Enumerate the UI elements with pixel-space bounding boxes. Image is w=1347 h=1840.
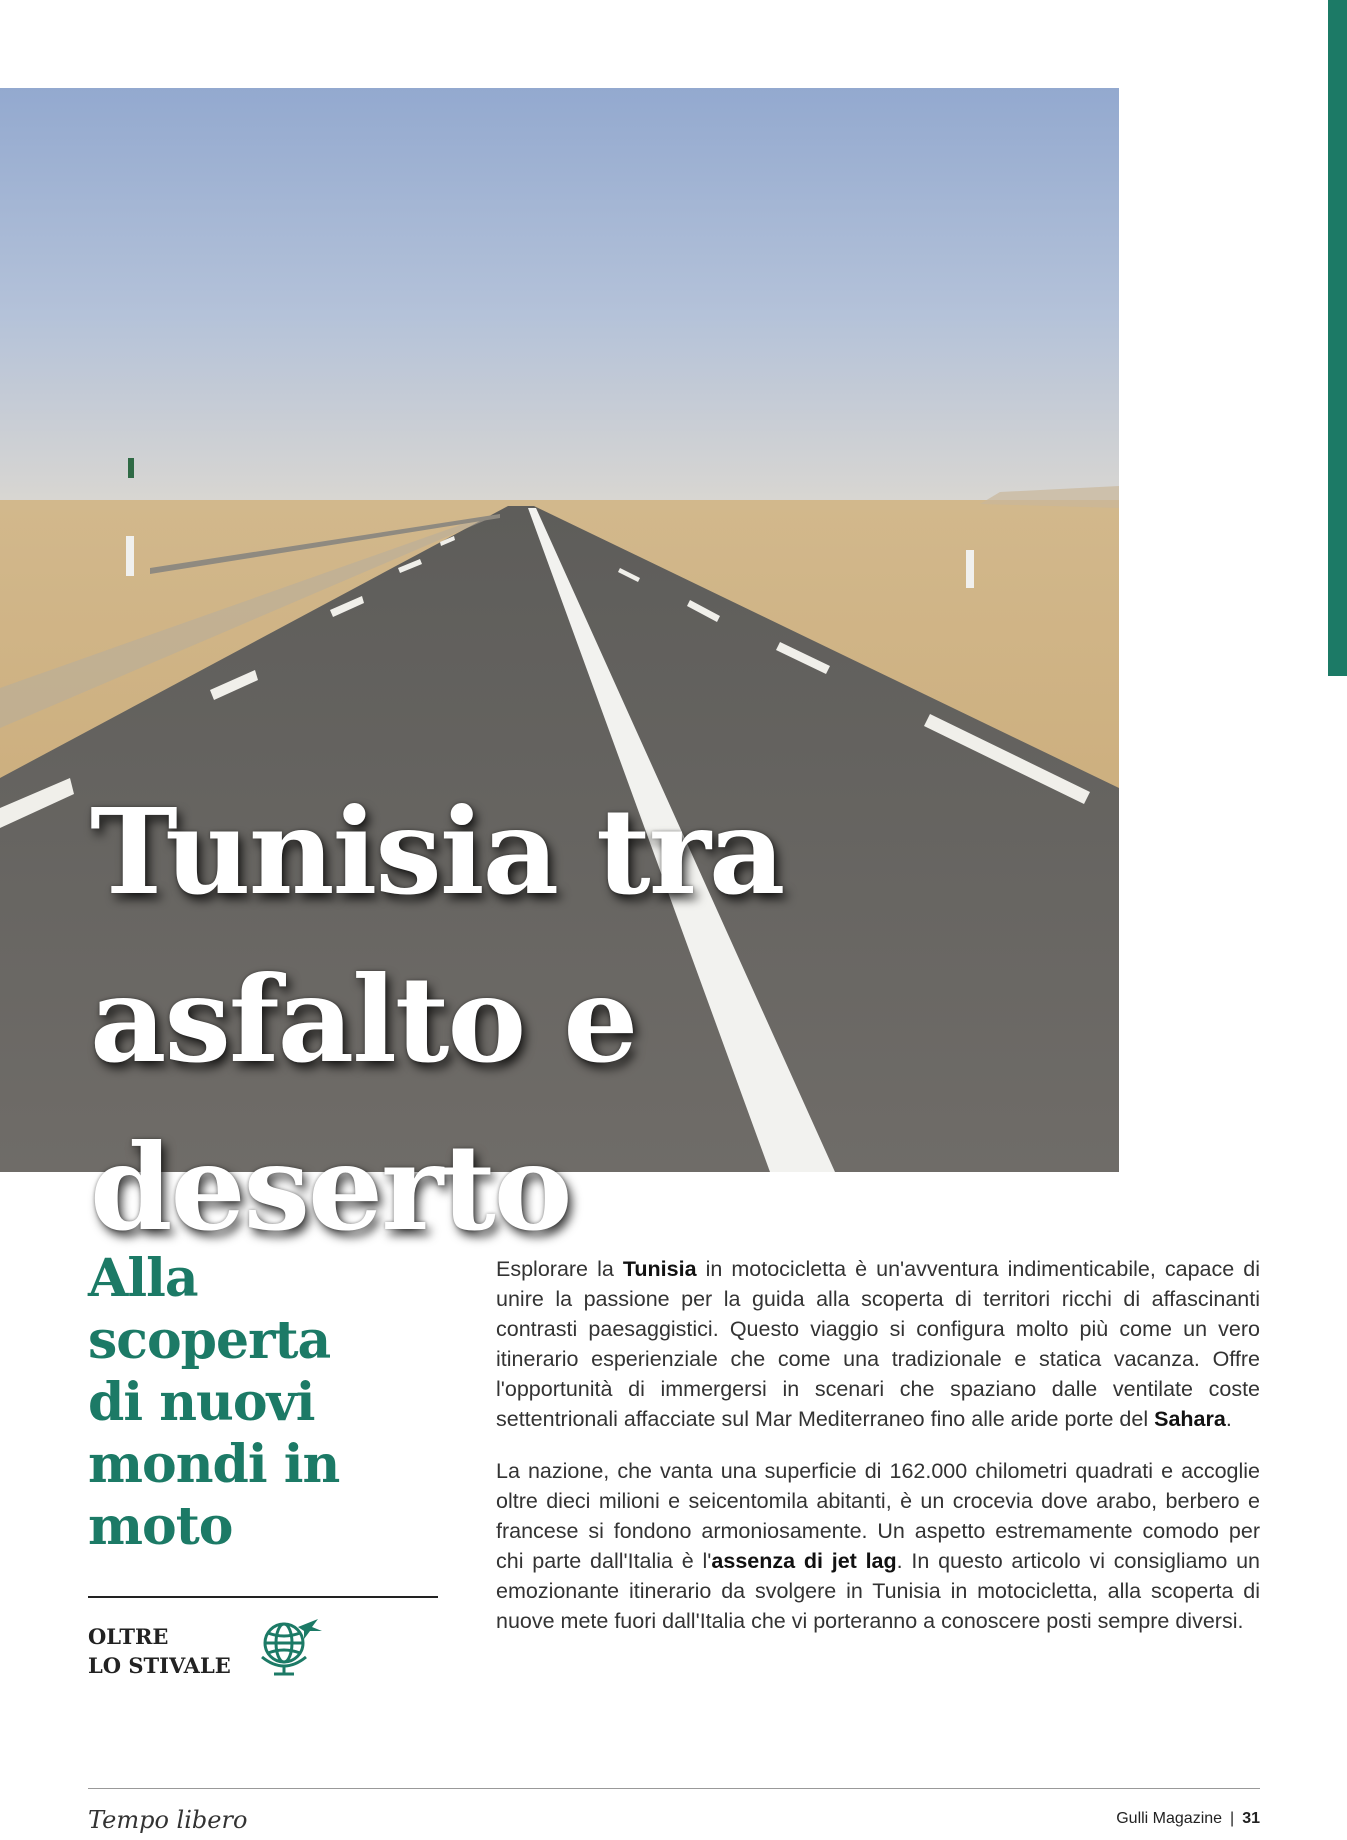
text-run: in motocicletta è un'avventura indimenticabile, capace di unire la passione per la guida alla scoperta di territori ricchi di affascinanti contrasti paesaggistici. Questo viaggio si configura molto più come un vero itinerario esperienziale che come una tradizionale e statica vacanza. Offre l'opportunità di immergersi in scenari che spaziano dalle ventilate coste settentrionali affacciate sul Mar Mediterraneo fino alle aride porte del bbox=[496, 1257, 1260, 1431]
section-label-line: LO STIVALE bbox=[88, 1653, 231, 1678]
title-line: Tunisia tra bbox=[90, 782, 784, 921]
article-subtitle bbox=[88, 1248, 339, 1558]
subtitle-line: Alla bbox=[88, 1248, 198, 1309]
article-body bbox=[496, 1254, 1260, 1658]
text-run: Esplorare la bbox=[496, 1257, 623, 1281]
section-label bbox=[88, 1622, 231, 1680]
magazine-name: Gulli Magazine bbox=[1116, 1810, 1223, 1827]
section-color-tab bbox=[1328, 0, 1347, 676]
footer-separator: | bbox=[1230, 1810, 1235, 1827]
text-run: La nazione, che vanta una superficie di 162.000 chilometri quadrati e accoglie oltre dieci milioni e seicentomila abitanti, è un crocevia dove arabo, berbero e francese si fondono armoniosamente. Un aspetto estremamente comodo per chi parte dall'Italia è l' bbox=[496, 1459, 1260, 1573]
text-run: . In questo articolo vi consigliamo un emozionante itinerario da svolgere in Tunisia in motocicletta, alla scoperta di nuove mete fuori dall'Italia che vi porteranno a conoscere posti sempre diversi. bbox=[496, 1549, 1261, 1633]
title-line: asfalto e bbox=[90, 950, 637, 1089]
subtitle-line: moto bbox=[88, 1496, 233, 1557]
page-number: 31 bbox=[1242, 1810, 1260, 1827]
subtitle-divider bbox=[88, 1596, 438, 1598]
subtitle-line: scoperta bbox=[88, 1310, 331, 1371]
globe-airplane-icon bbox=[254, 1617, 324, 1679]
bold-phrase: Tunisia bbox=[622, 1257, 697, 1281]
bold-phrase: Sahara bbox=[1154, 1407, 1226, 1431]
subtitle-line: mondi in bbox=[88, 1434, 340, 1495]
article-paragraph bbox=[496, 1254, 1260, 1434]
section-label-line: OLTRE bbox=[88, 1624, 169, 1649]
title-line: deserto bbox=[90, 1118, 571, 1257]
footer-divider bbox=[88, 1788, 1260, 1789]
text-run: . bbox=[1225, 1407, 1232, 1431]
footer-section-name: Tempo libero bbox=[88, 1806, 248, 1834]
footer-magazine-info bbox=[1116, 1810, 1260, 1828]
article-title bbox=[90, 768, 783, 1272]
article-paragraph bbox=[496, 1456, 1260, 1636]
subtitle-line: di nuovi bbox=[88, 1372, 315, 1433]
hero-photo bbox=[0, 88, 1119, 1257]
bold-phrase: assenza di jet lag bbox=[711, 1549, 897, 1573]
